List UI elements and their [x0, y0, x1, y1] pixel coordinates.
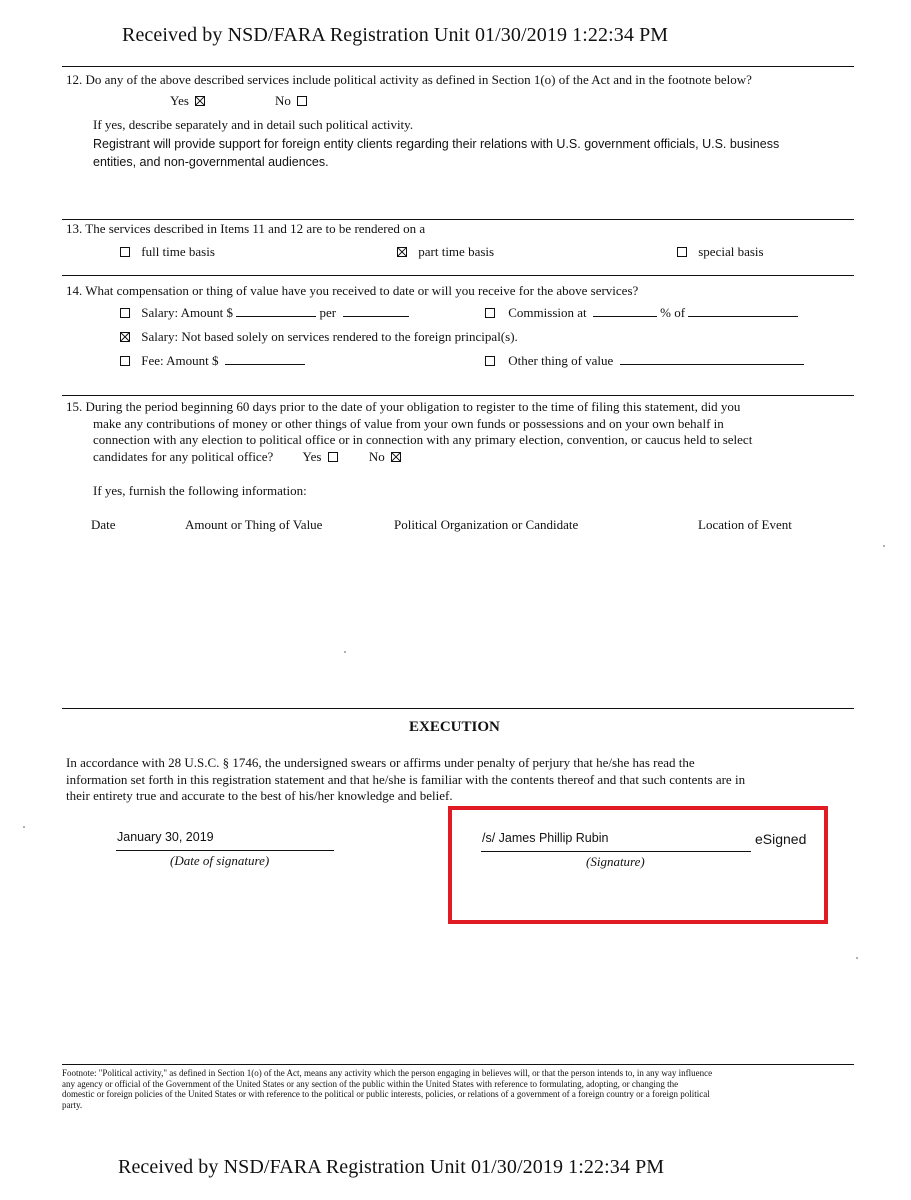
q14-salary-not-based-checkbox-checked[interactable]: [120, 332, 130, 342]
footnote: [62, 1068, 712, 1110]
q13-special-checkbox[interactable]: [677, 247, 687, 257]
q14-fee-row[interactable]: [120, 353, 305, 369]
q15-col-org: Political Organization or Candidate: [394, 517, 579, 532]
signature-highlight-box: [448, 806, 828, 924]
q13-special-label: special basis: [698, 244, 764, 259]
footnote-line2: any agency or official of the Government of the United States or any section of the public within the United States with reference to formulating, adopting, or changing the: [62, 1078, 679, 1089]
q13-option-full[interactable]: [120, 244, 215, 260]
q12-no[interactable]: [275, 93, 311, 109]
scan-speck: [856, 957, 858, 959]
execution-statement: [66, 755, 745, 805]
q12-question: 12. Do any of the above described services include political activity as defined in Section 1(o) of the Act and in the footnote below?: [66, 72, 752, 87]
q13-part-checkbox-checked[interactable]: [397, 247, 407, 257]
q15-col-date: Date: [91, 517, 116, 532]
q14-commission-checkbox[interactable]: [485, 308, 495, 318]
scan-speck: [344, 651, 346, 653]
q14-fee-checkbox[interactable]: [120, 356, 130, 366]
q13-option-part[interactable]: [397, 244, 494, 260]
q14-per-label: per: [319, 305, 337, 320]
q15-no-label: No: [368, 448, 385, 464]
q15-line2: make any contributions of money or other things of value from your own funds or possessions and on your own behalf in: [93, 415, 724, 431]
q15-col-location: Location of Event: [698, 517, 792, 532]
execution-line3: their entirety true and accurate to the best of his/her knowledge and belief.: [66, 788, 453, 803]
q14-other-checkbox[interactable]: [485, 356, 495, 366]
q15-line3: connection with any election to political office or in connection with any primary election, convention, or caucus held to select: [93, 432, 753, 447]
q14-salary-not-based-row[interactable]: [120, 329, 518, 345]
execution-heading: EXECUTION: [409, 719, 500, 735]
scan-speck: [23, 826, 25, 828]
q15-col-amount: Amount or Thing of Value: [185, 517, 323, 532]
received-stamp-top: Received by NSD/FARA Registration Unit 01/30/2019 1:22:34 PM: [122, 24, 669, 46]
q14-fee-label: Fee: Amount $: [141, 353, 219, 368]
q13-part-label: part time basis: [418, 244, 495, 259]
q12-answer-line2: entities, and non-governmental audiences.: [93, 155, 329, 169]
divider: [62, 708, 854, 709]
q15-no-checkbox-checked[interactable]: [391, 452, 401, 462]
q15-instruction: If yes, furnish the following information:: [93, 483, 307, 498]
footnote-divider: [62, 1064, 854, 1065]
q12-yes-checkbox-checked[interactable]: [195, 96, 205, 106]
signature-caption: (Signature): [586, 854, 645, 869]
divider: [62, 275, 854, 276]
q12-no-label: No: [275, 93, 291, 108]
esigned-label: eSigned: [755, 831, 807, 847]
q12-yes[interactable]: [170, 93, 209, 109]
date-of-signature-value: January 30, 2019: [117, 830, 214, 844]
received-stamp-bottom: Received by NSD/FARA Registration Unit 01/30/2019 1:22:34 PM: [118, 1156, 665, 1178]
q14-salary-not-based-label: Salary: Not based solely on services rendered to the foreign principal(s).: [141, 329, 518, 344]
q14-salary-amount-label: Salary: Amount $: [141, 305, 233, 320]
q15-line4: candidates for any political office?: [93, 448, 274, 464]
q15-yes-label: Yes: [302, 448, 322, 464]
q14-other-row[interactable]: [485, 353, 804, 369]
q13-option-special[interactable]: [677, 244, 764, 260]
q14-per-blank[interactable]: [343, 305, 409, 317]
q14-fee-blank[interactable]: [225, 353, 305, 365]
q14-commission-row[interactable]: [485, 305, 798, 321]
q15-yes-checkbox[interactable]: [328, 452, 338, 462]
execution-line1: In accordance with 28 U.S.C. § 1746, the undersigned swears or affirms under penalty of perjury that he/she has read the: [66, 755, 695, 770]
footnote-line1: Footnote: "Political activity," as defined in Section 1(o) of the Act, means any activity which the person engaging in believes will, or that the person intends to, in any way influence: [62, 1068, 713, 1078]
date-signature-line: [116, 850, 334, 851]
footnote-line3: domestic or foreign policies of the United States or with reference to the political or public interests, policies, or relations of a government of a foreign country or a foreign political: [62, 1089, 710, 1099]
q14-salary-amount-blank[interactable]: [236, 305, 316, 317]
q15-question: [66, 399, 856, 465]
divider: [62, 219, 854, 220]
execution-line2: information set forth in this registration statement and that he/she is familiar with the contents thereof and that such contents are in: [66, 771, 746, 787]
footnote-line4: party.: [62, 1099, 83, 1110]
signature-value: /s/ James Phillip Rubin: [482, 831, 609, 845]
divider: [62, 66, 854, 67]
q14-other-blank[interactable]: [620, 353, 804, 365]
scan-speck: [883, 545, 885, 547]
date-of-signature-caption: (Date of signature): [170, 853, 270, 868]
q14-salary-amount-checkbox[interactable]: [120, 308, 130, 318]
q14-commission-blank[interactable]: [593, 305, 657, 317]
q14-salary-amount-row[interactable]: [120, 305, 409, 321]
q12-answer-line1: Registrant will provide support for foreign entity clients regarding their relations with U.S. government officials, U.S. business: [93, 137, 780, 151]
q12-no-checkbox[interactable]: [297, 96, 307, 106]
q13-full-label: full time basis: [141, 244, 215, 259]
q14-pct-of-label: % of: [660, 305, 686, 320]
q15-line4-row: [66, 449, 856, 466]
q15-line1: 15. During the period beginning 60 days prior to the date of your obligation to register to the time of filing this statement, did you: [66, 399, 741, 414]
q12-instruction: If yes, describe separately and in detail such political activity.: [93, 117, 414, 132]
q14-question: 14. What compensation or thing of value have you received to date or will you receive for the above services?: [66, 283, 639, 298]
q13-full-checkbox[interactable]: [120, 247, 130, 257]
q12-yes-label: Yes: [170, 93, 189, 108]
q13-question: 13. The services described in Items 11 and 12 are to be rendered on a: [66, 221, 426, 236]
divider: [62, 395, 854, 396]
q14-commission-label: Commission at: [508, 305, 587, 320]
q14-other-label: Other thing of value: [508, 353, 614, 368]
q14-pct-of-blank[interactable]: [688, 305, 798, 317]
